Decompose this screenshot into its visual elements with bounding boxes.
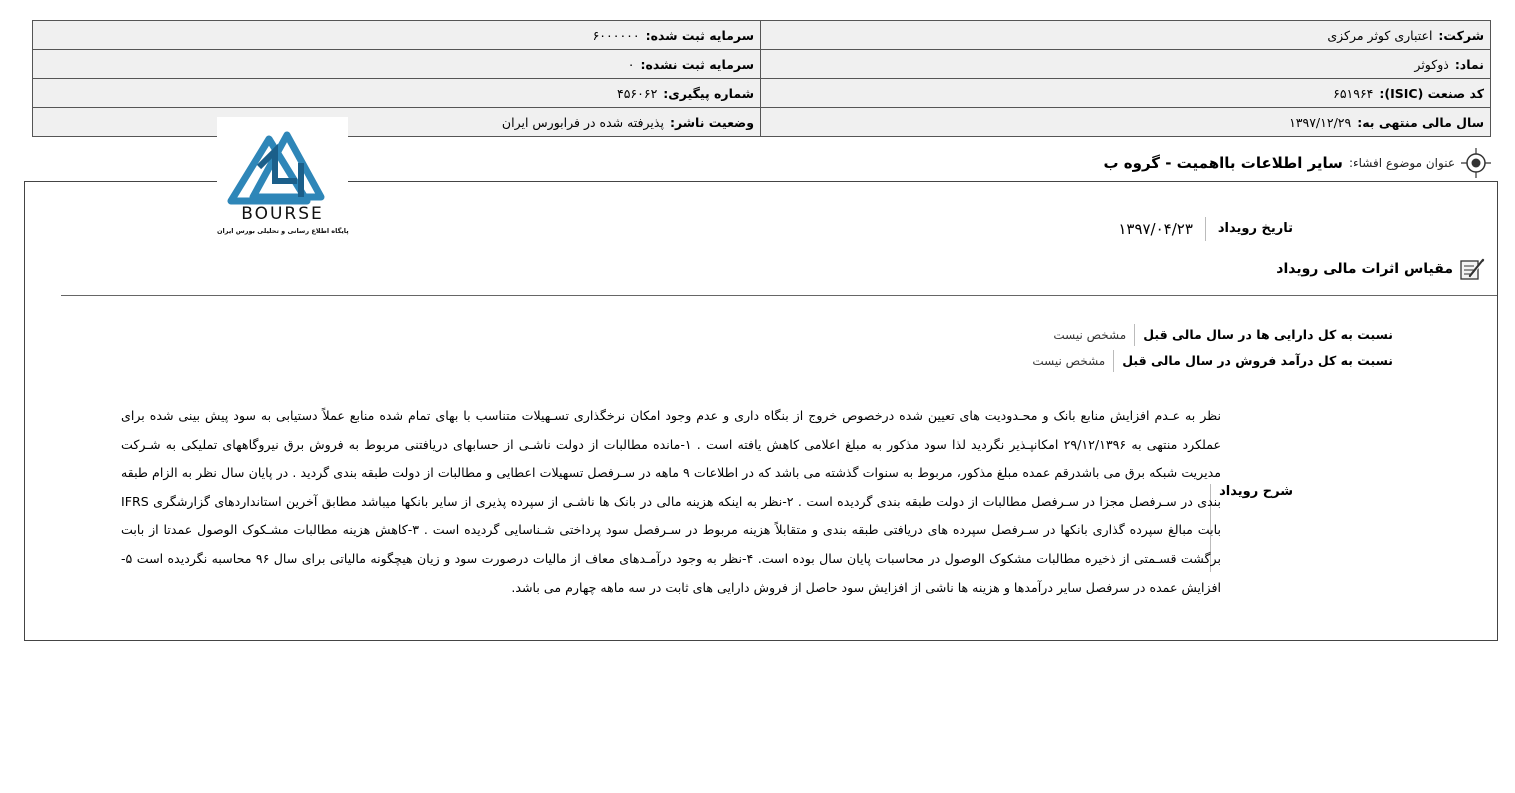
tracking-value: ۴۵۶۰۶۲ <box>617 85 658 101</box>
section-divider <box>61 295 1497 296</box>
info-row <box>33 21 1491 50</box>
registered-capital-label: سرمایه ثبت شده: <box>645 27 754 43</box>
registered-capital-value: ۶۰۰۰۰۰۰ <box>592 27 640 43</box>
revenue-ratio-row <box>1032 350 1393 372</box>
bourse-logo <box>217 117 348 245</box>
unregistered-capital-value: ۰ <box>627 56 635 72</box>
document-edit-icon <box>1459 257 1485 281</box>
unregistered-capital-label: سرمایه ثبت نشده: <box>640 56 754 72</box>
registered-capital-cell <box>33 21 761 50</box>
company-value: اعتباری کوثر مرکزی <box>1327 27 1433 43</box>
bourse-logo-icon <box>217 117 348 207</box>
section-title: مقیاس اثرات مالی رویداد <box>1276 261 1453 277</box>
assets-ratio-row <box>1053 324 1393 346</box>
info-row <box>33 50 1491 79</box>
logo-subtitle: پایگاه اطلاع رسانی و تحلیلی بورس ایران <box>217 227 349 235</box>
tracking-label: شماره پیگیری: <box>663 85 754 101</box>
publisher-status-cell <box>33 108 761 137</box>
financial-impact-header <box>1276 257 1485 281</box>
isic-cell <box>761 79 1491 108</box>
company-cell <box>761 21 1491 50</box>
assets-ratio-value: مشخص نیست <box>1053 328 1127 342</box>
symbol-cell <box>761 50 1491 79</box>
subject-label: عنوان موضوع افشاء: <box>1348 156 1455 170</box>
disclosure-subject <box>1103 148 1491 178</box>
info-row <box>33 79 1491 108</box>
publisher-status-label: وضعیت ناشر: <box>669 114 754 130</box>
fiscal-year-cell <box>761 108 1491 137</box>
event-card <box>24 181 1498 641</box>
target-icon <box>1461 148 1491 178</box>
company-label: شرکت: <box>1438 27 1484 43</box>
symbol-label: نماد: <box>1454 56 1484 72</box>
fiscal-year-value: ۱۳۹۷/۱۲/۲۹ <box>1289 114 1352 130</box>
publisher-status-value: پذیرفته شده در فرابورس ایران <box>501 114 664 130</box>
event-date <box>1118 217 1293 241</box>
revenue-ratio-label: نسبت به کل درآمد فروش در سال مالی قبل <box>1113 350 1393 372</box>
symbol-value: ذوکوثر <box>1414 56 1449 72</box>
event-date-value: ۱۳۹۷/۰۴/۲۳ <box>1118 220 1193 238</box>
description-label: شرح رویداد <box>1210 484 1293 572</box>
fiscal-year-label: سال مالی منتهی به: <box>1357 114 1484 130</box>
isic-value: ۶۵۱۹۶۴ <box>1333 85 1374 101</box>
revenue-ratio-value: مشخص نیست <box>1032 354 1106 368</box>
assets-ratio-label: نسبت به کل دارایی ها در سال مالی قبل <box>1134 324 1393 346</box>
event-date-label: تاریخ رویداد <box>1205 217 1293 241</box>
logo-wordmark: BOURSE <box>241 204 324 224</box>
unregistered-capital-cell <box>33 50 761 79</box>
description-text: نظر به عـدم افزایش منابع بانک و محـدودیت های تعیین شده درخصوص خروج از بنگاه داری و عدم وجود امکان نرخگذاری تسـهیلات متناسب با بهای تمام شده منابع عملاً دستیابی به سود پیش بینی شده برای عملکرد منتهی به ۲۹/۱۲/۱۳۹۶ امکانپـذیر نگردید لذا سود مذکور به مبلغ اعلامی کاهش یافته است . ۱-مانده مطالبات از دولت ناشـی از حسابهای دریافتنی مربوط به فروش برق نیروگاههای تملیکی به شـرکت مدیریت شبکه برق می باشدرقم عمده مبلغ مذکور، مربوط به سنوات گذشته می باشد که در اطلاعات ۹ ماهه در سـرفصل تسهیلات اعطایی و مطالبات از دولت طبقه بندی گردید . در پایان سال نظر به الزام طبقه بندی در سـرفصل مجزا در سـرفصل مطالبات از دولت طبقه بندی گردیده است . ۲-نظر به اینکه هزینه مالی در بانک ها ناشـی از سپرده پذیری از سایر بانکها میباشد مطابق آخرین استانداردهای گزارشگری IFRS بابت مبالغ سپرده گذاری بانکها در سـرفصل سپرده های دریافتی طبقه بندی و متقابلاً هزینه مربوط در سـرفصل سود پرداختی شـناسایی گردیده است . ۳-کاهش هزینه مطالبات مشـکوک الوصول عمدتا از بابت برگشت قسـمتی از ذخیره مطالبات مشکوک الوصول در محاسبات پایان سال بوده است. ۴-نظر به وجود درآمـدهای معاف از مالیات درصورت سود و زیان هیچگونه مالیاتی برای سال ۹۶ محاسبه نگردیده است ۵-افزایش عمده در سرفصل سایر درآمدها و هزینه ها ناشی از افزایش سود حاصل از فروش دارایی های ثابت در سه ماهه چهارم می باشد. <box>121 408 1222 595</box>
isic-label: کد صنعت (ISIC): <box>1379 85 1484 101</box>
tracking-cell <box>33 79 761 108</box>
subject-title: سایر اطلاعات بااهمیت - گروه ب <box>1103 154 1343 172</box>
